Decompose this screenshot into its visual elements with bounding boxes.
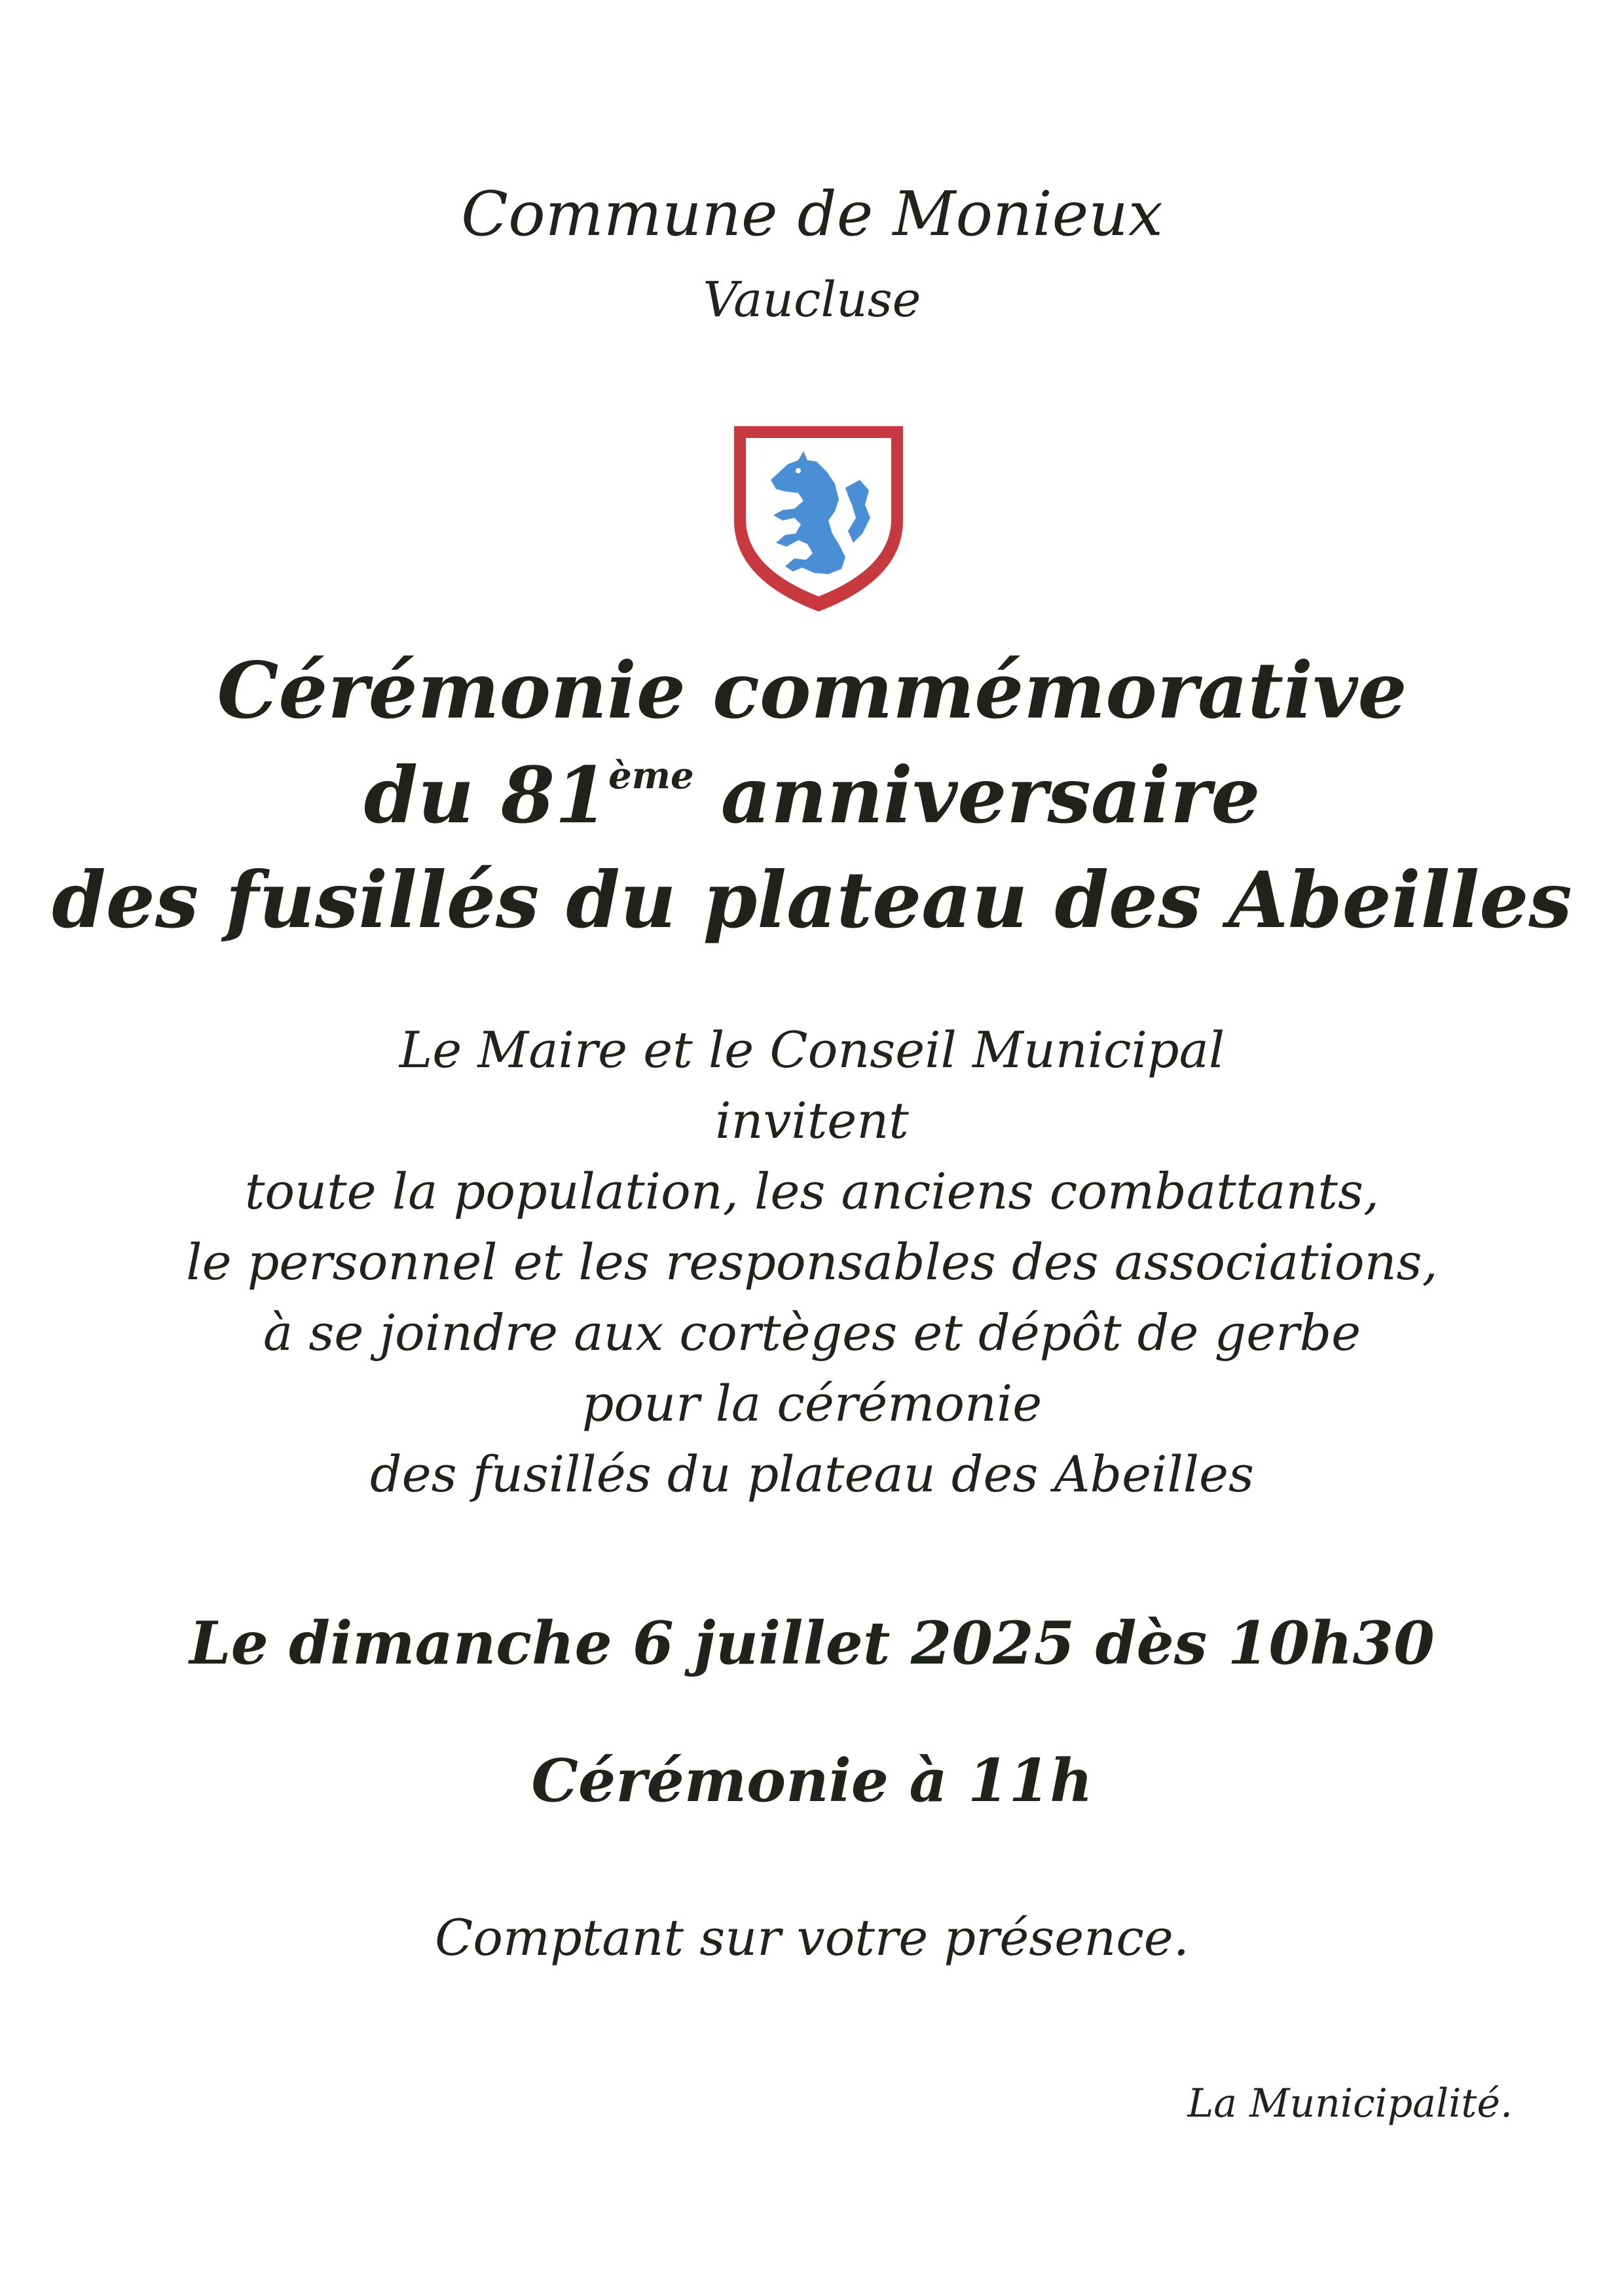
- invitation-line: le personnel et les responsables des associations,: [186, 1233, 1438, 1291]
- title-ordinal-superscript: ème: [608, 754, 694, 797]
- invitation-text: [0, 1015, 1624, 1510]
- department-name: Vaucluse: [703, 272, 921, 328]
- ceremony-title: [0, 638, 1624, 953]
- event-date: Le dimanche 6 juillet 2025 dès 10h30: [189, 1609, 1435, 1678]
- title-line-3: des fusillés du plateau des Abeilles: [52, 854, 1572, 945]
- commune-name: Commune de Monieux: [461, 179, 1163, 250]
- title-line-2: [0, 743, 1624, 848]
- coat-of-arms-icon: [730, 422, 907, 615]
- invitation-line: Le Maire et le Conseil Municipal: [399, 1021, 1225, 1079]
- invitation-line: à se joindre aux cortèges et dépôt de gerbe: [263, 1303, 1361, 1362]
- closing-presence: Comptant sur votre présence.: [435, 1908, 1189, 1967]
- title-line-1: Cérémonie commémorative: [217, 645, 1407, 736]
- signature: La Municipalité.: [1187, 2081, 1513, 2126]
- invitation-line: invitent: [715, 1091, 909, 1150]
- ceremony-time: Cérémonie à 11h: [531, 1746, 1093, 1815]
- title-line-2-prefix: du 81: [363, 750, 609, 841]
- invitation-line: des fusillés du plateau des Abeilles: [369, 1445, 1255, 1503]
- invitation-line: toute la population, les anciens combattants,: [244, 1162, 1380, 1220]
- title-line-2-suffix: anniversaire: [693, 750, 1261, 841]
- invitation-line: pour la cérémonie: [581, 1374, 1043, 1432]
